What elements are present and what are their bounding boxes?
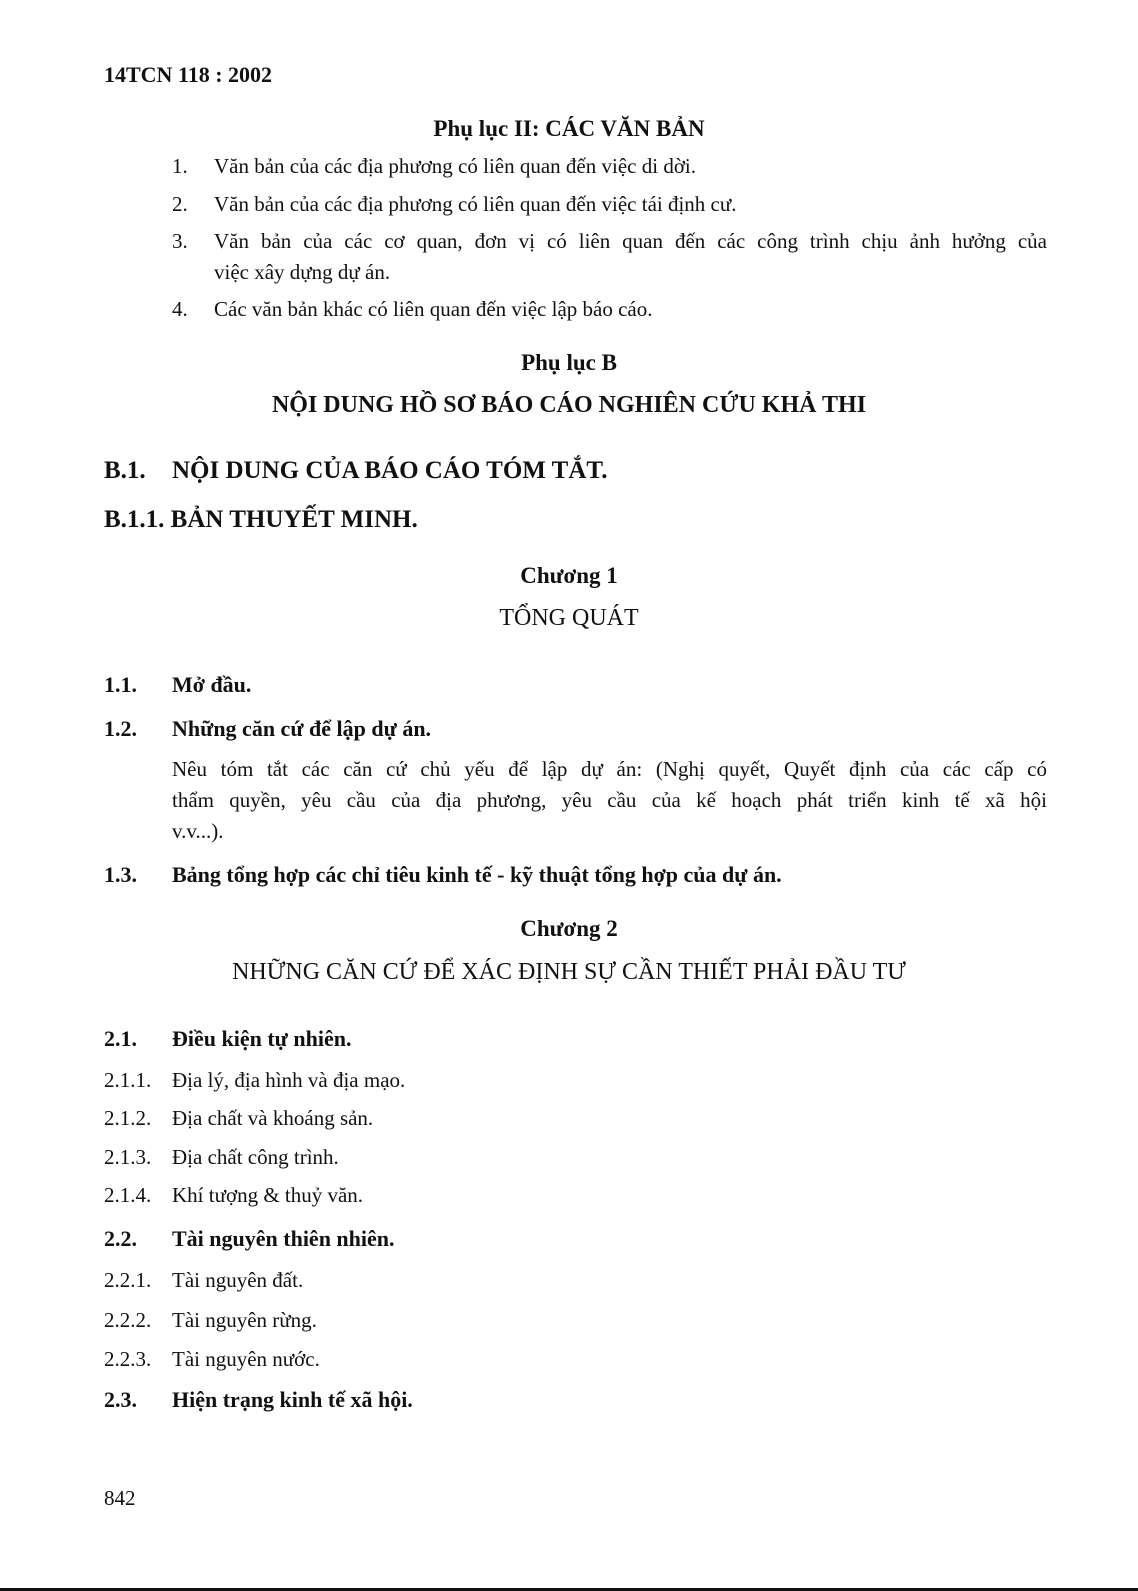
heading-2-2: Tài nguyên thiên nhiên. [172,1226,395,1251]
appendix-b-label: Phụ lục B [521,350,617,375]
subsection-number: 2.2.3. [104,1347,152,1371]
chapter-2-title: NHỮNG CĂN CỨ ĐỂ XÁC ĐỊNH SỰ CẦN THIẾT PHẢI ĐẦU TƯ [232,959,906,985]
subsection-number: 2.1.2. [104,1106,152,1130]
subsection-number: 2.2.2. [104,1308,152,1332]
list-item: Văn bản của các địa phương có liên quan đến việc tái định cư. [214,192,737,216]
list-item-continuation: việc xây dựng dự án. [214,260,391,284]
list-item-number: 4. [172,297,188,321]
subsection-item: Địa lý, địa hình và địa mạo. [172,1068,406,1092]
heading-number: 2.3. [104,1387,137,1412]
list-item: Các văn bản khác có liên quan đến việc lập báo cáo. [214,297,653,321]
paragraph-line: thẩm quyền, yêu cầu của địa phương, yêu cầu của kế hoạch phát triển kinh tế xã hội [172,788,1047,812]
chapter-1-title: TỔNG QUÁT [499,605,639,631]
heading-number: 2.2. [104,1226,137,1251]
subsection-item: Tài nguyên đất. [172,1268,304,1292]
document-code: 14TCN 118 : 2002 [104,62,273,87]
heading-number: 2.1. [104,1026,137,1051]
subsection-item: Tài nguyên nước. [172,1347,320,1371]
subsection-number: 2.1.1. [104,1068,152,1092]
list-item-number: 2. [172,192,188,216]
appendix-ii-title: Phụ lục II: CÁC VĂN BẢN [433,116,705,141]
subsection-item: Khí tượng & thuỷ văn. [172,1183,364,1207]
subsection-item: Địa chất công trình. [172,1145,339,1169]
subsection-number: 2.1.4. [104,1183,152,1207]
heading-2-1: Điều kiện tự nhiên. [172,1026,352,1051]
subsection-item: Địa chất và khoáng sản. [172,1106,374,1130]
section-b11-heading: B.1.1. BẢN THUYẾT MINH. [104,506,418,533]
list-item: Văn bản của các cơ quan, đơn vị có liên quan đến các công trình chịu ảnh hưởng của [214,229,1047,253]
chapter-1-label: Chương 1 [520,563,618,588]
list-item-number: 1. [172,154,188,178]
heading-number: 1.3. [104,862,137,887]
subsection-number: 2.1.3. [104,1145,152,1169]
heading-number: 1.2. [104,716,137,741]
heading-1-2: Những căn cứ để lập dự án. [172,716,432,741]
section-b1-heading: NỘI DUNG CỦA BÁO CÁO TÓM TẮT. [172,457,608,484]
subsection-item: Tài nguyên rừng. [172,1308,317,1332]
heading-1-3: Bảng tổng hợp các chỉ tiêu kinh tế - kỹ thuật tổng hợp của dự án. [172,862,782,887]
heading-1-1: Mở đầu. [172,672,252,697]
heading-number: 1.1. [104,672,137,697]
subsection-number: 2.2.1. [104,1268,152,1292]
page-number: 842 [104,1486,136,1510]
list-item: Văn bản của các địa phương có liên quan đến việc di dời. [214,154,697,178]
paragraph-line: v.v...). [172,819,224,843]
chapter-2-label: Chương 2 [520,916,618,941]
paragraph-line: Nêu tóm tắt các căn cứ chủ yếu để lập dự án: (Nghị quyết, Quyết định của các cấp có [172,757,1047,781]
heading-2-3: Hiện trạng kinh tế xã hội. [172,1387,413,1412]
section-b1-number: B.1. [104,457,146,484]
appendix-b-title: NỘI DUNG HỒ SƠ BÁO CÁO NGHIÊN CỨU KHẢ THI [271,392,867,418]
list-item-number: 3. [172,229,188,253]
